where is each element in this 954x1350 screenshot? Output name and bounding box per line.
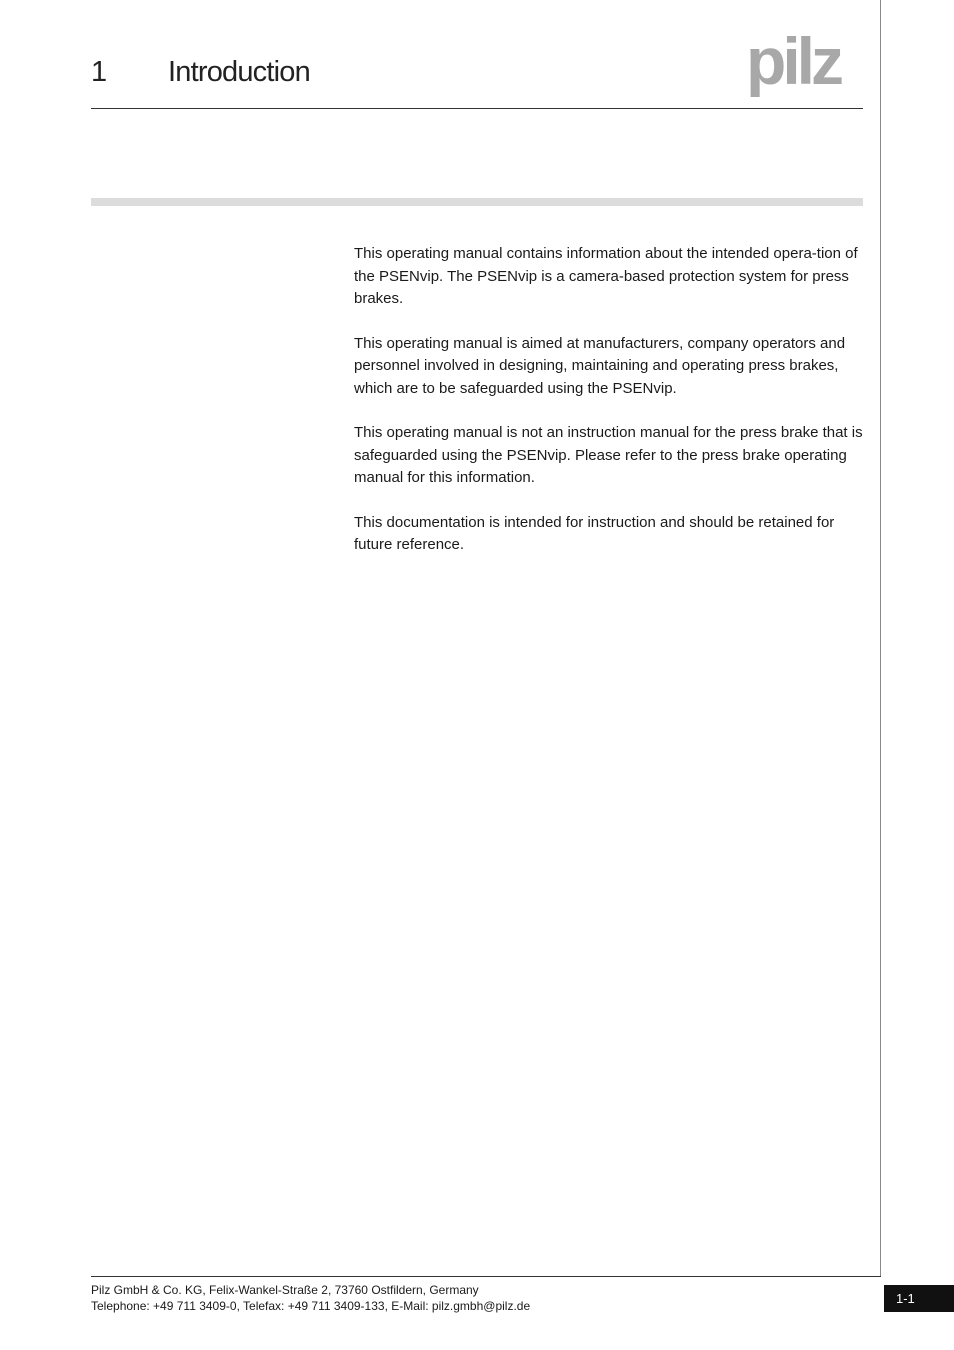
footer-divider [91,1276,881,1277]
header-divider [91,108,863,109]
footer-address: Pilz GmbH & Co. KG, Felix-Wankel-Straße 2, 73760 Ostfildern, Germany [91,1283,479,1297]
paragraph-scope: This operating manual is not an instruction manual for the press brake that is safeguarded using the PSENvip. Please refer to the press brake operating manual for this information. [354,424,863,486]
pilz-logo [746,27,866,97]
page-margin-rule [880,0,881,1276]
paragraph-audience: This operating manual is aimed at manufacturers, company operators and personnel involved in designing, maintaining and operating press brakes, which are to be safeguarded using the PSENvip. [354,334,846,397]
page-number: 1-1 [884,1285,954,1312]
paragraph-purpose: This operating manual contains information about the intended opera-tion of the PSENvip. The PSENvip is a camera-based protection system for press brakes. [354,245,858,307]
paragraph-retention: This documentation is intended for instruction and should be retained for future reference. [354,513,835,553]
footer-contact: Telephone: +49 711 3409-0, Telefax: +49 711 3409-133, E-Mail: pilz.gmbh@pilz.de [91,1299,531,1313]
section-bar [91,198,863,206]
intro-text [354,243,866,579]
chapter-title: Introduction [168,56,310,88]
chapter-number: 1 [91,56,107,88]
pilz-logo-text: pilz [746,27,840,97]
